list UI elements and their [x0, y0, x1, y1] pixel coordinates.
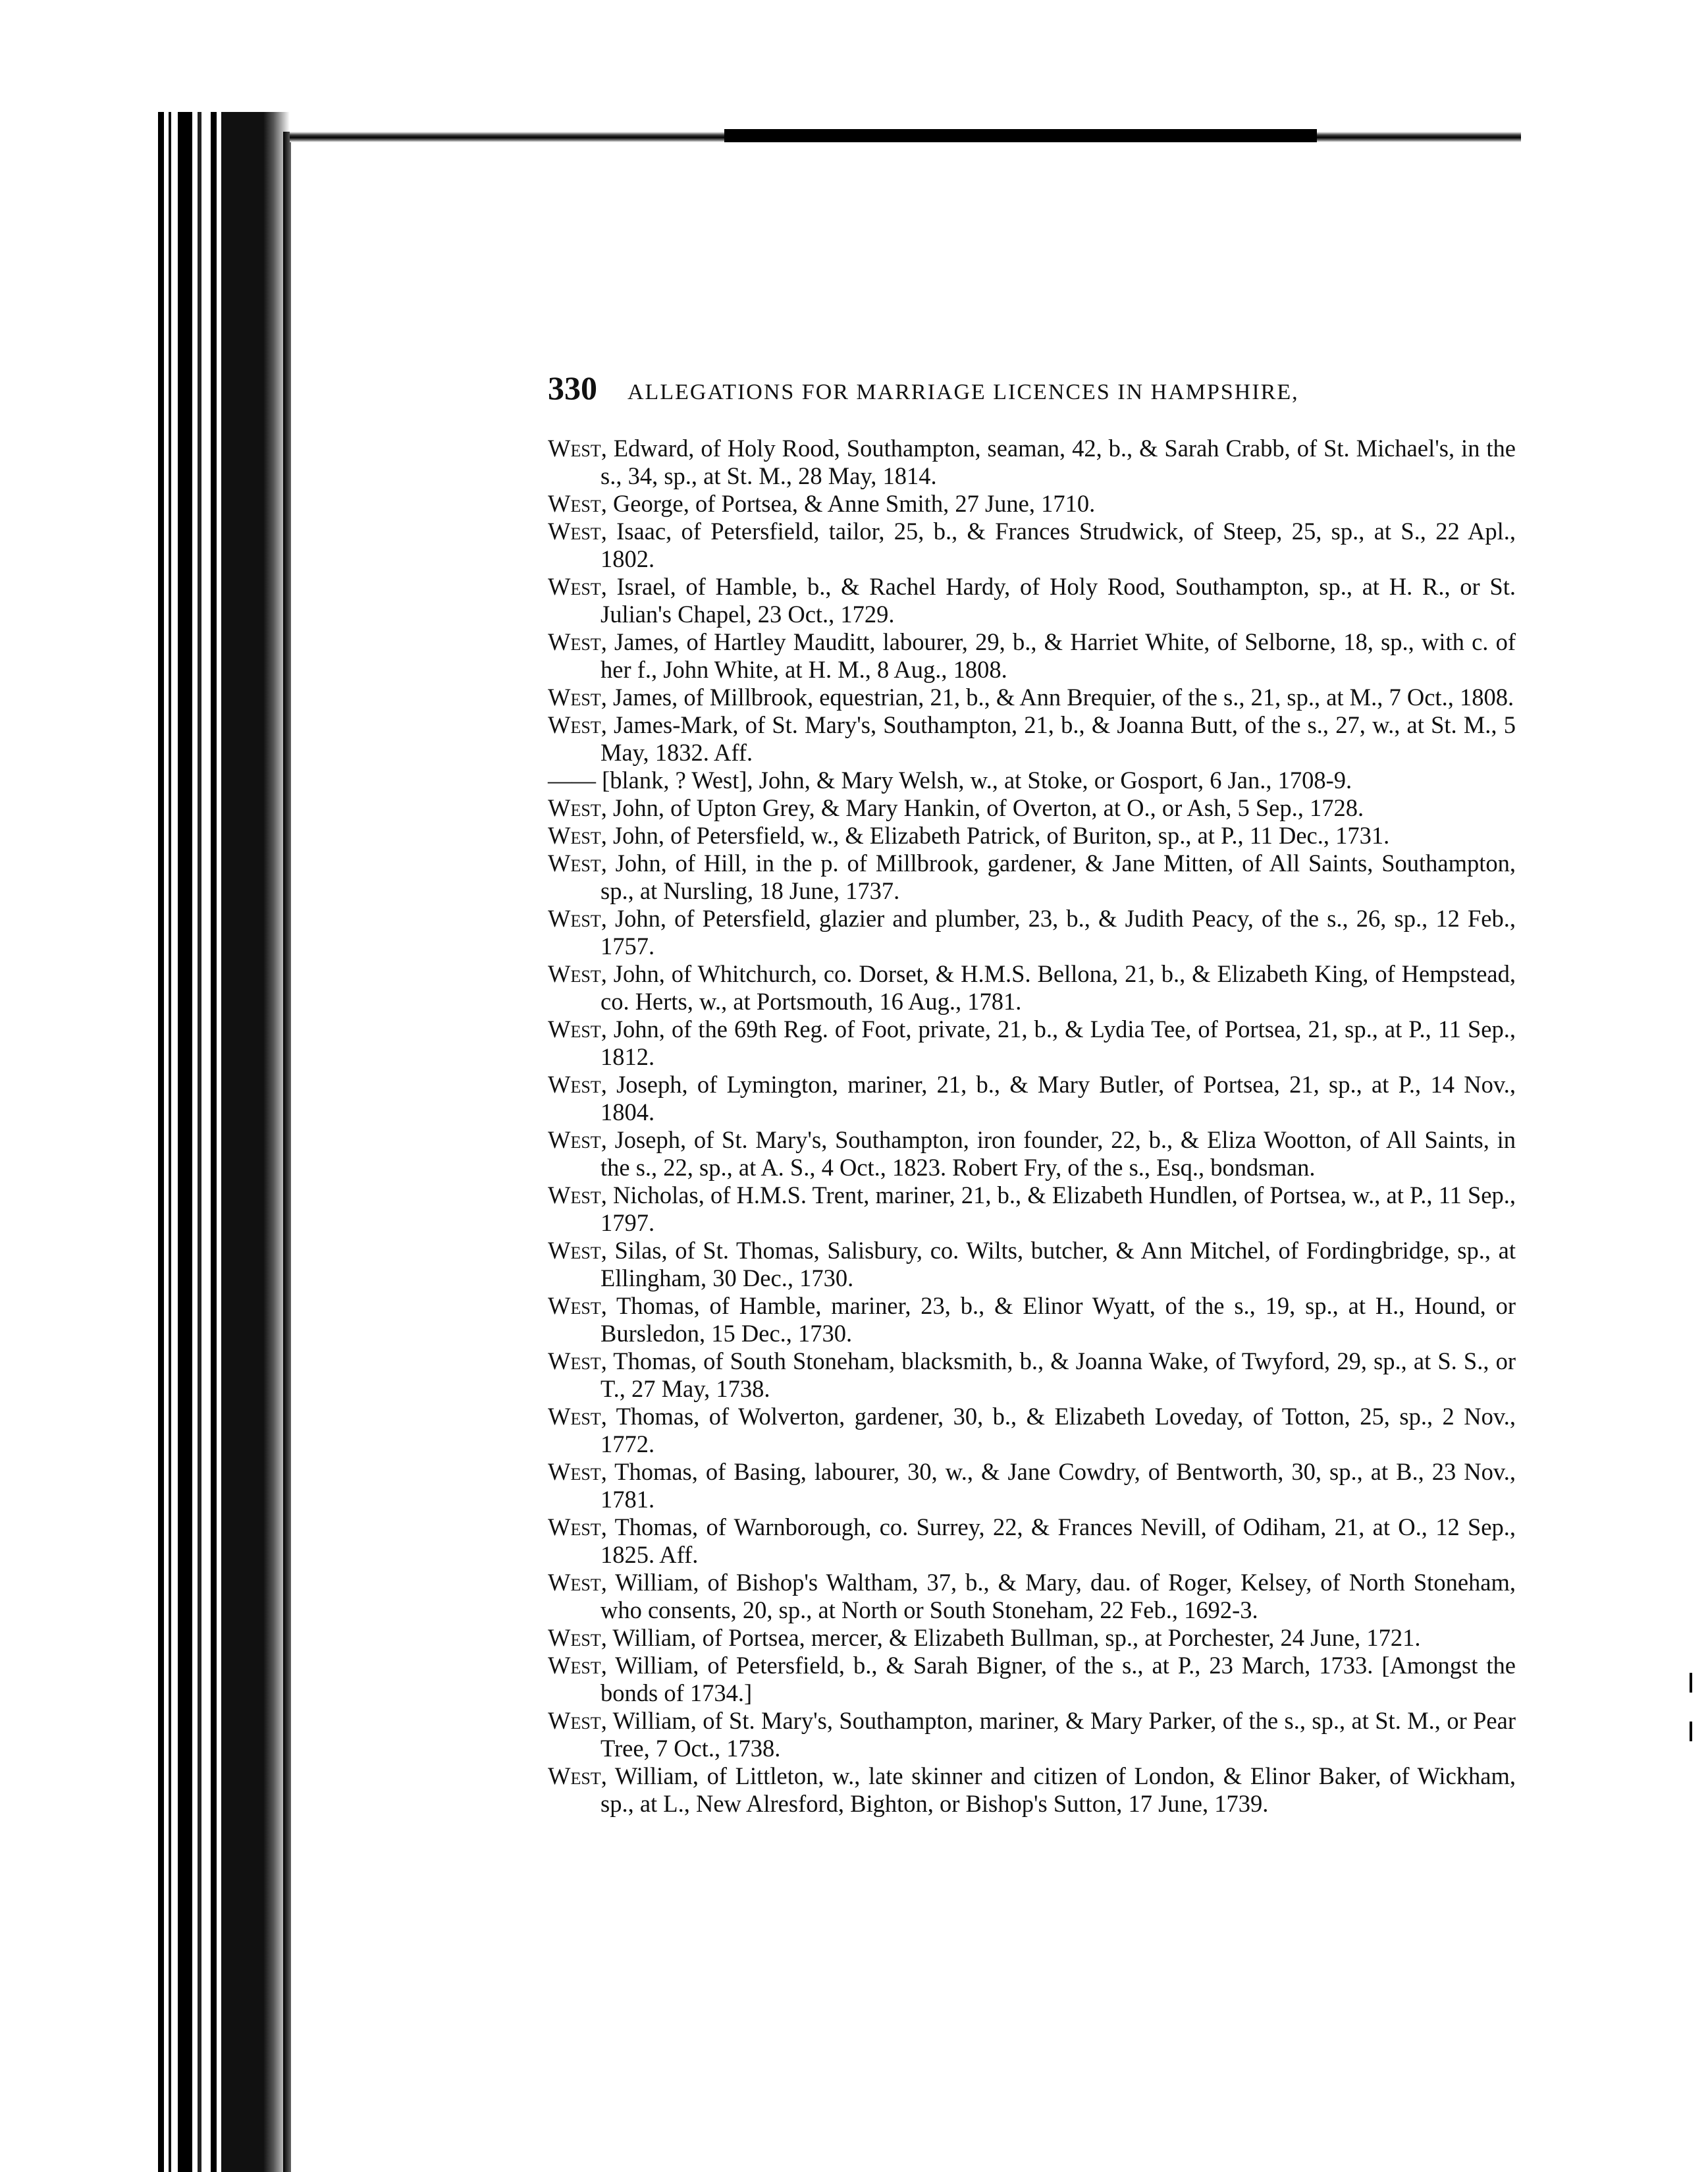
entry-surname: West — [548, 905, 601, 932]
licence-entry — [548, 1347, 1516, 1403]
licence-entry — [548, 490, 1516, 518]
entry-surname: West — [548, 573, 601, 600]
entry-text: , James, of Millbrook, equestrian, 21, b., & Ann Brequier, of the s., 21, sp., at M., 7 Oct., 1808. — [600, 684, 1514, 711]
entry-text: , John, of Petersfield, glazier and plumber, 23, b., & Judith Peacy, of the s., 26, sp., 12 Feb., 1757. — [600, 905, 1516, 960]
licence-entry — [548, 767, 1516, 794]
entry-surname: West — [548, 1403, 601, 1430]
running-title: ALLEGATIONS FOR MARRIAGE LICENCES IN HAMPSHIRE, — [627, 380, 1299, 404]
margin-mark — [1690, 1673, 1692, 1693]
licence-entry — [548, 628, 1516, 684]
entry-surname: West — [548, 490, 601, 517]
entry-text: , William, of Portsea, mercer, & Elizabeth Bullman, sp., at Porchester, 24 June, 1721. — [600, 1624, 1421, 1651]
licence-entry — [548, 1181, 1516, 1237]
entry-text: , William, of Bishop's Waltham, 37, b., & Mary, dau. of Roger, Kelsey, of North Stoneham, who consents, 20, sp., at North or South Stoneham, 22 Feb., 1692-3. — [600, 1569, 1516, 1623]
licence-entries — [548, 435, 1516, 1818]
entry-surname: West — [548, 1707, 601, 1734]
entry-surname: West — [548, 1652, 601, 1679]
entry-surname: West — [548, 794, 601, 821]
entry-surname: West — [548, 1181, 601, 1208]
licence-entry — [548, 794, 1516, 822]
page-edge — [283, 132, 291, 2172]
licence-entry — [548, 1071, 1516, 1126]
licence-entry — [548, 1126, 1516, 1181]
entry-surname: West — [548, 1016, 601, 1043]
licence-entry — [548, 435, 1516, 490]
licence-entry — [548, 905, 1516, 960]
entry-text: , Thomas, of Wolverton, gardener, 30, b., & Elizabeth Loveday, of Totton, 25, sp., 2 Nov., 1772. — [600, 1403, 1516, 1457]
entry-surname: West — [548, 684, 601, 711]
entry-text: —— [blank, ? West], John, & Mary Welsh, w., at Stoke, or Gosport, 6 Jan., 1708-9. — [548, 767, 1352, 794]
entry-text: , Thomas, of Basing, labourer, 30, w., & Jane Cowdry, of Bentworth, 30, sp., at B., 23 Nov., 1781. — [600, 1458, 1516, 1513]
entry-surname: West — [548, 435, 601, 462]
entry-text: , Thomas, of Hamble, mariner, 23, b., & Elinor Wyatt, of the s., 19, sp., at H., Hound, or Bursledon, 15 Dec., 1730. — [600, 1292, 1516, 1347]
entry-text: , Isaac, of Petersfield, tailor, 25, b., & Frances Strudwick, of Steep, 25, sp., at S., 22 Apl., 1802. — [600, 518, 1516, 572]
licence-entry — [548, 1624, 1516, 1652]
entry-text: , John, of Upton Grey, & Mary Hankin, of Overton, at O., or Ash, 5 Sep., 1728. — [600, 794, 1364, 821]
licence-entry — [548, 684, 1516, 711]
entry-text: , Thomas, of Warnborough, co. Surrey, 22, & Frances Nevill, of Odiham, 21, at O., 12 Sep., 1825. Aff. — [600, 1513, 1516, 1568]
entry-surname: West — [548, 822, 601, 849]
entry-surname: West — [548, 1762, 601, 1789]
entry-surname: West — [548, 1458, 601, 1485]
licence-entry — [548, 1016, 1516, 1071]
entry-text: , John, of Hill, in the p. of Millbrook, gardener, & Jane Mitten, of All Saints, Southampton, sp., at Nursling, 18 June, 1737. — [600, 850, 1516, 904]
entry-text: , Nicholas, of H.M.S. Trent, mariner, 21, b., & Elizabeth Hundlen, of Portsea, w., at P., 11 Sep., 1797. — [600, 1181, 1516, 1236]
licence-entry — [548, 1292, 1516, 1347]
licence-entry — [548, 518, 1516, 573]
entry-surname: West — [548, 1237, 601, 1264]
top-page-edge-dark — [724, 129, 1317, 142]
entry-text: , George, of Portsea, & Anne Smith, 27 June, 1710. — [600, 490, 1096, 517]
licence-entry — [548, 1237, 1516, 1292]
entry-text: , John, of Whitchurch, co. Dorset, & H.M.S. Bellona, 21, b., & Elizabeth King, of Hempstead, co. Herts, w., at Portsmouth, 16 Aug., 1781. — [600, 960, 1516, 1015]
entry-surname: West — [548, 1071, 601, 1098]
licence-entry — [548, 1569, 1516, 1624]
entry-surname: West — [548, 1513, 601, 1540]
entry-surname: West — [548, 1292, 601, 1319]
entry-text: , James-Mark, of St. Mary's, Southampton, 21, b., & Joanna Butt, of the s., 27, w., at St. M., 5 May, 1832. Aff. — [600, 711, 1516, 766]
entry-text: , William, of St. Mary's, Southampton, mariner, & Mary Parker, of the s., sp., at St. M., or Pear Tree, 7 Oct., 1738. — [600, 1707, 1516, 1762]
entry-surname: West — [548, 1347, 601, 1374]
entry-surname: West — [548, 518, 601, 545]
entry-surname: West — [548, 1569, 601, 1596]
licence-entry — [548, 1458, 1516, 1513]
licence-entry — [548, 1762, 1516, 1818]
book-binding-shadow — [158, 112, 290, 2172]
entry-text: , William, of Petersfield, b., & Sarah Bigner, of the s., at P., 23 March, 1733. [Amongst the bonds of 1734.] — [600, 1652, 1516, 1706]
entry-surname: West — [548, 850, 601, 877]
licence-entry — [548, 711, 1516, 767]
page-header — [548, 369, 1522, 408]
entry-text: , Joseph, of St. Mary's, Southampton, iron founder, 22, b., & Eliza Wootton, of All Saints, in the s., 22, sp., at A. S., 4 Oct., 1823. Robert Fry, of the s., Esq., bondsman. — [600, 1126, 1516, 1181]
entry-text: , John, of the 69th Reg. of Foot, private, 21, b., & Lydia Tee, of Portsea, 21, sp., at P., 11 Sep., 1812. — [600, 1016, 1516, 1070]
entry-text: , Israel, of Hamble, b., & Rachel Hardy, of Holy Rood, Southampton, sp., at H. R., or St. Julian's Chapel, 23 Oct., 1729. — [600, 573, 1516, 628]
entry-text: , Edward, of Holy Rood, Southampton, seaman, 42, b., & Sarah Crabb, of St. Michael's, in the s., 34, sp., at St. M., 28 May, 1814. — [600, 435, 1516, 489]
licence-entry — [548, 960, 1516, 1016]
entry-text: , John, of Petersfield, w., & Elizabeth Patrick, of Buriton, sp., at P., 11 Dec., 1731. — [600, 822, 1390, 849]
entry-text: , Joseph, of Lymington, mariner, 21, b., & Mary Butler, of Portsea, 21, sp., at P., 14 Nov., 1804. — [600, 1071, 1516, 1126]
entry-surname: West — [548, 628, 601, 655]
entry-surname: West — [548, 1624, 601, 1651]
entry-text: , William, of Littleton, w., late skinner and citizen of London, & Elinor Baker, of Wickham, sp., at L., New Alresford, Bighton, or Bishop's Sutton, 17 June, 1739. — [600, 1762, 1516, 1817]
licence-entry — [548, 1707, 1516, 1762]
entry-text: , James, of Hartley Mauditt, labourer, 29, b., & Harriet White, of Selborne, 18, sp., with c. of her f., John White, at H. M., 8 Aug., 1808. — [600, 628, 1516, 683]
margin-mark — [1690, 1722, 1692, 1741]
entry-surname: West — [548, 1126, 601, 1153]
entry-text: , Thomas, of South Stoneham, blacksmith, b., & Joanna Wake, of Twyford, 29, sp., at S. S., or T., 27 May, 1738. — [600, 1347, 1516, 1402]
entry-surname: West — [548, 960, 601, 987]
licence-entry — [548, 1403, 1516, 1458]
entry-surname: West — [548, 711, 601, 738]
entry-text: , Silas, of St. Thomas, Salisbury, co. Wilts, butcher, & Ann Mitchel, of Fordingbridge, sp., at Ellingham, 30 Dec., 1730. — [600, 1237, 1516, 1291]
licence-entry — [548, 850, 1516, 905]
licence-entry — [548, 1652, 1516, 1707]
licence-entry — [548, 573, 1516, 628]
licence-entry — [548, 1513, 1516, 1569]
licence-entry — [548, 822, 1516, 850]
page-number: 330 — [548, 369, 597, 406]
